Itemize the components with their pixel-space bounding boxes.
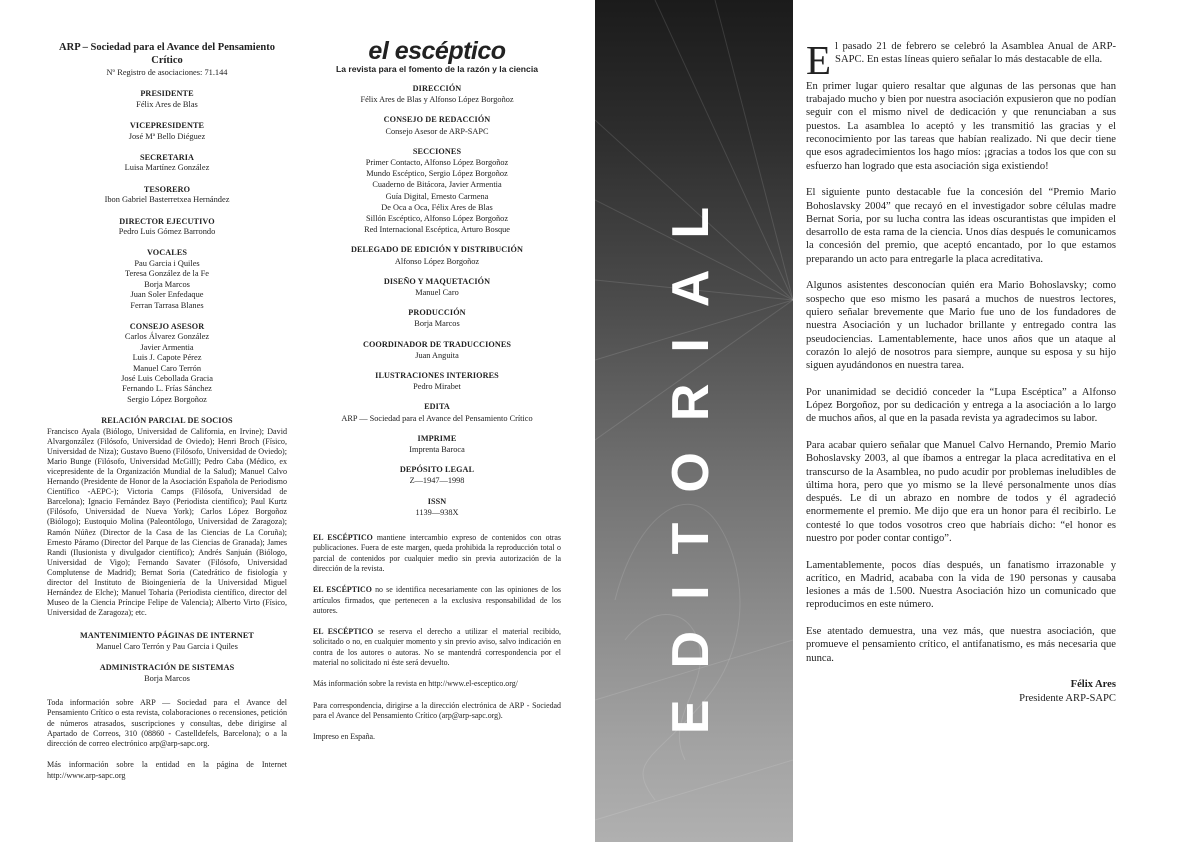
staff-block-line: Mundo Escéptico, Sergio López Borgoñoz [366,169,508,179]
officer-block-title: TESORERO [143,184,191,194]
editorial-first-paragraph [806,37,1116,83]
officers-list [47,89,287,405]
legal-note [313,732,561,742]
staff-block-line: 1139—938X [415,507,459,517]
staff-block-line: Consejo Asesor de ARP-SAPC [385,126,489,136]
officer-block-line: Luisa Martínez González [124,163,210,173]
editorial-banner [595,0,793,842]
staff-block-title: DEPÓSITO LEGAL [399,465,475,475]
internet-title: MANTENIMIENTO PÁGINAS DE INTERNET [80,631,254,641]
officer-block-line: Teresa González de la Fe [124,269,210,279]
members-text: Francisco Ayala (Biólogo, Universidad de California, en Irvine); David Alvargonzález (Filósofo, Universidad de Oviedo); Henri Broch (Físico, Universidad de Niza); Gustavo Bueno (Filósofo, Universidad de Oviedo); Mario Bunge (Filósofo, Universidad McGill); Pedro Caba (Médico, ex vicepresidente de la Organización Mundial de la Salud); Manuel Calvo Hernando (Presidente de Honor de la Asociación Española de Periodismo Científico -AEPC-); Victoria Camps (Filósofa, Universidad de Barcelona); Ignacio Fernández Bayo (Periodista científico); Paul Kurtz (Filósofo, Universidad de Nueva York); Carlos López Borgoñoz (Biólogo); Eustoquio Molina (Paleontólogo, Universidad de Zaragoza); Ramón Núñez (Director de la Casa de las Ciencias de La Coruña); Ernesto Páramo (Director del Parque de las Ciencias de Granada); James Randi (Ilusionista y divulgador científico); Andrés Sanjuán (Biólogo, Universidad de Vigo); Fernando Savater (Filósofo, Universidad Complutense de Madrid); Bernat Soria (Catedrático de fisiología y director del Instituto de Bioingeniería de la Universidad Miguel Hernández de Elche); Manuel Toharia (Periodista científico, director del Museo de la Ciencia Príncipe Felipe de Valencia); Alberto Virto (Físico, Universidad de Zaragoza); etc. [47,426,287,618]
info-text: Toda información sobre ARP — Sociedad para el Avance del Pensamiento Crítico o esta revista, colaboraciones o recensiones, petición de números atrasados, suscripciones y consultas, debe dirigirse al Apartado de Correos, 310 (08860 - Castelldefels, Barcelona); o a la dirección de correo electrónico arp@arp-sapc.org. [47,697,287,749]
author-name: Félix Ares [1070,679,1116,691]
staff-block-title: DIRECCIÓN [412,84,462,93]
officer-block-line: Luis J. Capote Pérez [132,353,202,363]
masthead-association [47,42,287,781]
staff-block-title: IMPRIME [417,433,457,443]
staff-block [313,496,561,518]
staff-block-title: CONSEJO DE REDACCIÓN [383,115,491,125]
officer-block-title: VOCALES [146,248,188,258]
legal-note-text: mantiene intercambio expreso de contenidos con otras publicaciones. Fuera de este margen, queda prohibida la reproducción total o parcial de contenidos por cualquier medio sin previa autorización de la dirección de la revista. [313,533,561,573]
drop-cap: E [806,37,832,83]
legal-note-text: Más información sobre la revista en http://www.el-esceptico.org/ [313,679,518,689]
legal-note [313,701,561,722]
staff-block [313,339,561,361]
officer-block-line: Carlos Álvarez González [124,332,210,342]
staff-block [313,146,561,236]
staff-block-line: Z—1947—1998 [409,476,465,486]
members-title: RELACIÓN PARCIAL DE SOCIOS [101,416,233,426]
editorial-paragraph: Para acabar quiero señalar que Manuel Calvo Hernando, Premio Mario Bohoslavsky 2003, al que íbamos a entregar la placa acreditativa en el transcurso de la Asamblea, no pudo acudir por problemas ineludibles de última hora, pero que yo mismo se la llevé personalmente unos días después. Le di un abrazo en nombre de todos y él agradeció enormemente el premio. Me dijo que era un honor para él recibirlo. Le contesté lo que todos vosotros creo que habríais dicho: “el honor es nuestro por poder contar contigo”. [806,439,1116,544]
magazine-name-bold: EL ESCÉPTICO [313,585,372,595]
editorial-paragraph: En primer lugar quiero resaltar que algunas de las personas que han trabajado mucho y bien por nuestra asociación expusieron que no podían seguir con el mismo nivel de dedicación y que renunciaban a sus puestos. La asamblea lo aceptó y les transmitió las gracias y el reconocimiento por las tareas que habían realizado. Ni que decir tiene que esos agradecimientos los hago míos: ¡gracias a todos los que con su esfuerzo han logrado que esta asociación siga existiendo! [806,80,1116,172]
officer-block-line: Manuel Caro Terrón [132,363,202,373]
staff-block-line: Borja Marcos [414,319,460,329]
staff-block [313,370,561,392]
staff-block-line: Pedro Mirabet [413,382,461,392]
first-paragraph-text: l pasado 21 de febrero se celebró la Asamblea Anual de ARP-SAPC. En estas líneas quiero señalar lo más destacable de ella. [835,41,1116,66]
officer-block [47,248,287,310]
staff-block-line: Cuaderno de Bitácora, Javier Armentia [372,180,502,190]
magazine-subtitle: La revista para el fomento de la razón y la ciencia [335,64,539,74]
staff-block [313,433,561,455]
officer-block-line: Sergio López Borgoñoz [127,394,207,404]
officer-block-title: VICEPRESIDENTE [129,121,205,131]
officer-block-line: Javier Armentia [140,342,194,352]
legal-notes [313,533,561,742]
staff-block-line: Guía Digital, Ernesto Carmena [385,191,489,201]
staff-block-line: ARP — Sociedad para el Avance del Pensamiento Crítico [341,413,533,423]
staff-list [313,83,561,518]
officer-block-line: Juan Soler Enfedaque [130,290,204,300]
officer-block [47,217,287,238]
officer-block-line: Borja Marcos [144,279,190,289]
staff-block-line: Red Internacional Escéptica, Arturo Bosque [364,225,510,235]
officer-block [47,322,287,405]
officer-block-line: Ferran Tarrasa Blanes [130,300,204,310]
officer-block-title: PRESIDENTE [140,89,194,99]
staff-block-title: ILUSTRACIONES INTERIORES [375,371,499,381]
internet-names: Manuel Caro Terrón y Pau Garcia i Quiles [96,641,238,651]
editorial-article [806,37,1116,705]
staff-block-title: DELEGADO DE EDICIÓN Y DISTRIBUCIÓN [350,245,524,255]
staff-block [313,276,561,298]
magazine-title: el escéptico [368,37,506,65]
masthead-magazine [313,38,561,754]
sysadmin-names: Borja Marcos [144,673,190,683]
staff-block-title: DISEÑO Y MAQUETACIÓN [383,276,491,286]
officer-block-title: SECRETARIA [139,153,195,163]
legal-note-text: se reserva el derecho a utilizar el material recibido, solicitado o no, en cualquier momento y sin previo aviso, salvo indicación en contra de los autores o autoras. No se mantendrá correspondencia por el material no solicitado ni éste será devuelto. [313,627,561,668]
officer-block-line: Ibon Gabriel Basterretxea Hernández [104,195,230,205]
officer-block-line: José Luis Cebollada Gracia [121,373,213,383]
legal-note [313,679,561,689]
banner-title: EDITORIAL [662,175,720,735]
legal-note [313,627,561,668]
staff-block [313,307,561,329]
legal-note-text: Para correspondencia, dirigirse a la dirección electrónica de ARP - Sociedad para el Avance del Pensamiento Crítico (arp@arp-sapc.org). [313,700,561,720]
officer-block [47,185,287,206]
staff-block-line: Manuel Caro [415,288,459,298]
registry-number: Nº Registro de asociaciones: 71.144 [106,68,228,77]
officer-block-line: Fernando L. Frías Sánchez [122,384,212,394]
staff-block [313,114,561,136]
staff-block [313,244,561,266]
staff-block-title: PRODUCCIÓN [408,308,466,318]
magazine-name-bold: EL ESCÉPTICO [313,627,374,637]
staff-block [313,464,561,486]
staff-block-line: Sillón Escéptico, Alfonso López Borgoñoz [365,214,509,224]
editorial-paragraph: Ese atentado demuestra, una vez más, que nuestra asociación, que promueve el pensamiento crítico, el antifanatismo, es más necesaria que nunca. [806,626,1116,664]
officer-block [47,121,287,142]
officer-block-title: DIRECTOR EJECUTIVO [119,216,215,226]
officer-block-line: Pedro Luis Gómez Barrondo [118,227,216,237]
staff-block-line: Alfonso López Borgoñoz [394,256,480,266]
editorial-paragraph: Por unanimidad se decidió conceder la “Lupa Escéptica” a Alfonso López Borgoñoz, por su dedicación y entrega a la asociación a lo largo de muchos años, al que en la pasada revista ya agradecimos su labor. [806,386,1116,425]
legal-note [313,585,561,616]
sysadmin-title: ADMINISTRACIÓN DE SISTEMAS [99,663,235,673]
magazine-name-bold: EL ESCÉPTICO [313,533,373,543]
signature [806,678,1116,705]
org-name: ARP – Sociedad para el Avance del Pensamiento Crítico [59,42,275,66]
staff-block-line: Juan Anguita [415,350,459,360]
staff-block-line: De Oca a Oca, Félix Ares de Blas [381,202,493,212]
staff-block-line: Imprenta Baroca [409,445,465,455]
staff-block-title: SECCIONES [412,146,462,156]
officer-block-line: Pau Garcia i Quiles [134,258,200,268]
officer-block [47,153,287,174]
staff-block [313,401,561,423]
staff-block-line: Primer Contacto, Alfonso López Borgoñoz [365,158,509,168]
editorial-paragraph: El siguiente punto destacable fue la concesión del “Premio Mario Bohoslavsky 2004” que recayó en el investigador sobre células madre Bernat Soria, por su lucha contra las ideas oscurantistas que impiden el desarrollo de esta rama de la ciencia. Unos días después le comunicamos la concesión del premio, que aceptó encantado, por lo que estamos preparando un acto para entregarle la placa acreditativa. [806,187,1116,265]
author-role: Presidente ARP-SAPC [1019,692,1116,704]
legal-note-text: no se identifica necesariamente con las opiniones de los artículos firmados, que pertenecen a la exclusiva responsabilidad de los autores. [313,585,561,615]
staff-block [313,83,561,105]
officer-block-line: José Mª Bello Diéguez [128,131,206,141]
officer-block [47,89,287,110]
staff-block-title: COORDINADOR DE TRADUCCIONES [362,339,512,349]
officer-block-line: Félix Ares de Blas [136,99,198,109]
staff-block-title: ISSN [427,496,447,506]
editorial-paragraphs [806,80,1116,665]
editorial-paragraph: Algunos asistentes desconocían quién era Mario Bohoslavsky; como sospecho que eso mismo les pasará a muchos de nuestros lectores, quiero señalar brevemente que Mario fue uno de los fundadores de nuestra Asociación y un luchador brillante y entregado contra las pseudociencias. Lamentablemente, hace unos años que un ataque al corazón lo alejó de nosotros para siempre, aunque su esposa y su hijo siguen ayudándonos en nuestra tarea. [806,280,1116,372]
legal-note [313,533,561,574]
staff-block-line: Félix Ares de Blas y Alfonso López Borgoñoz [360,95,514,105]
legal-note-text: Impreso en España. [313,732,376,742]
officer-block-title: CONSEJO ASESOR [129,321,205,331]
more-info-text: Más información sobre la entidad en la página de Internet http://www.arp-sapc.org [47,760,287,780]
staff-block-title: EDITA [424,402,450,412]
editorial-paragraph: Lamentablemente, pocos días después, un fanatismo irrazonable y acrítico, en Madrid, acababa con la vida de 190 personas y causaba lesiones a más de 1.500. Nuestra Asociación hizo un comunicado que reproducimos en este número. [806,559,1116,611]
